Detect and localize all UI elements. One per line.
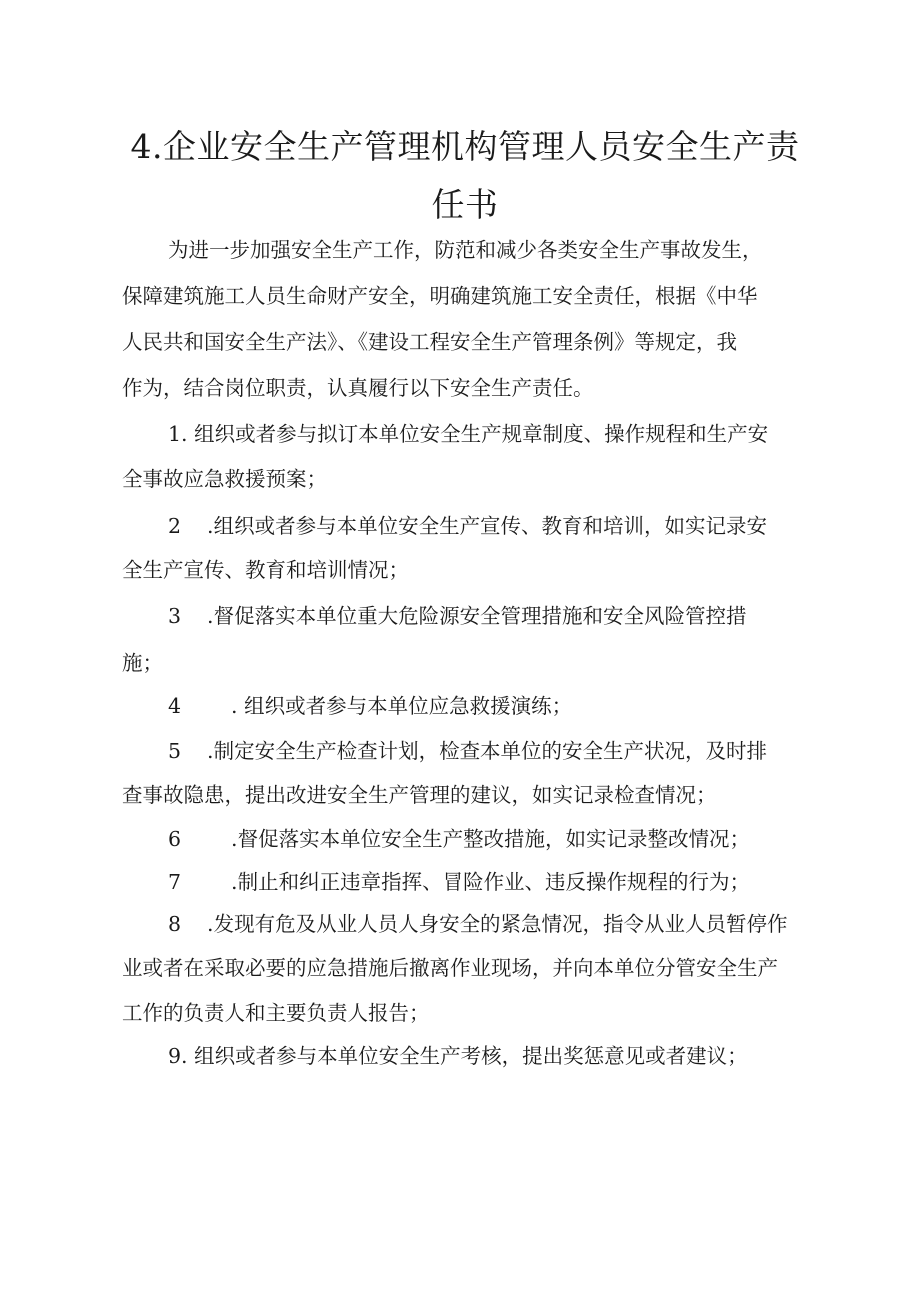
item-9-number: 9	[168, 1044, 182, 1068]
item-1-number: 1	[168, 422, 182, 446]
intro-line-3: 人民共和国安全生产法》、《建设工程安全生产管理条例》等规定，我	[122, 330, 737, 354]
item-2-line-2: 全生产宣传、教育和培训情况；	[122, 558, 409, 582]
item-8-line-1	[168, 909, 858, 939]
intro-line-4: 作为，结合岗位职责，认真履行以下安全生产责任。	[122, 376, 594, 400]
item-8-number: 8	[168, 912, 182, 936]
item-2-number: 2	[168, 514, 182, 538]
item-2-text: .组织或者参与本单位安全生产宣传、教育和培训，如实记录安	[207, 514, 768, 538]
item-3-line-2: 施；	[122, 651, 163, 675]
item-6-text: .督促落实本单位安全生产整改措施，如实记录整改情况；	[231, 827, 751, 851]
item-5-line-2: 查事故隐患，提出改进安全生产管理的建议，如实记录检查情况；	[122, 783, 717, 807]
item-7-number: 7	[168, 870, 182, 894]
item-4-number: 4	[168, 694, 182, 718]
item-9-line-1	[168, 1041, 858, 1071]
item-6-number: 6	[168, 827, 182, 851]
item-5-line-1	[168, 736, 858, 766]
item-2-line-1	[168, 511, 858, 541]
item-7-line-1	[168, 867, 858, 897]
item-4-line-1	[168, 691, 858, 721]
item-1-line-1	[168, 419, 858, 449]
item-3-text: .督促落实本单位重大危险源安全管理措施和安全风险管控措	[207, 604, 747, 628]
item-9-text: . 组织或者参与本单位安全生产考核，提出奖惩意见或者建议；	[181, 1044, 748, 1068]
item-1-line-2: 全事故应急救援预案；	[122, 467, 327, 491]
item-4-text: . 组织或者参与本单位应急救援演练；	[231, 694, 573, 718]
item-3-number: 3	[168, 604, 182, 628]
title-line-1: 4.企业安全生产管理机构管理人员安全生产责	[130, 127, 800, 166]
item-5-text: .制定安全生产检查计划，检查本单位的安全生产状况，及时排	[207, 739, 768, 763]
item-8-text: .发现有危及从业人员人身安全的紧急情况，指令从业人员暂停作	[207, 912, 788, 936]
item-8-line-3: 工作的负责人和主要负责人报告；	[122, 1001, 430, 1025]
item-1-text: . 组织或者参与拟订本单位安全生产规章制度、操作规程和生产安	[181, 422, 769, 446]
intro-line-1: 为进一步加强安全生产工作，防范和减少各类安全生产事故发生，	[168, 238, 763, 262]
intro-line-2: 保障建筑施工人员生命财产安全，明确建筑施工安全责任，根据《中华	[122, 284, 758, 308]
document-title	[125, 118, 805, 234]
item-6-line-1	[168, 824, 858, 854]
title-line-2: 任书	[431, 185, 499, 224]
item-8-line-2: 业或者在采取必要的应急措施后撤离作业现场，并向本单位分管安全生产	[122, 956, 778, 980]
item-7-text: .制止和纠正违章指挥、冒险作业、违反操作规程的行为；	[231, 870, 751, 894]
item-5-number: 5	[168, 739, 182, 763]
item-3-line-1	[168, 601, 858, 631]
